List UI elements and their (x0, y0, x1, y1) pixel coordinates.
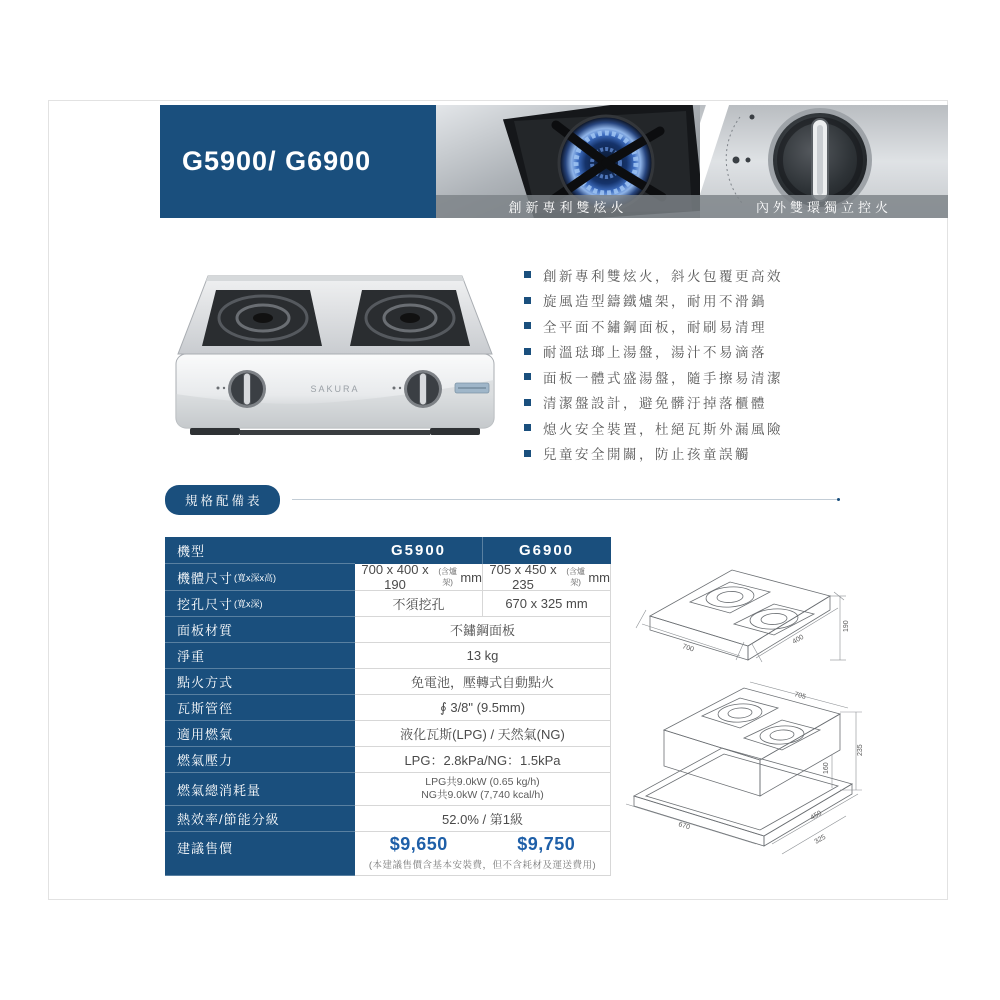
table-row-cutout: 挖孔尺寸 (寬x深) 不須挖孔 670 x 325 mm (165, 591, 611, 617)
dim-height-g5900: 190 (843, 620, 850, 632)
cutout-g5900: 不須挖孔 (355, 591, 482, 617)
table-row-weight: 淨重 13 kg (165, 643, 611, 669)
bullet-square-icon (524, 322, 531, 329)
bullet-square-icon (524, 373, 531, 380)
consumption-lpg: LPG共9.0kW (0.65 kg/h) (425, 776, 540, 788)
product-photo (150, 262, 520, 449)
feature-list (524, 262, 783, 466)
caption-right: 內外雙環獨立控火 (700, 195, 948, 218)
bullet-square-icon (524, 348, 531, 355)
dim-depth-g5900: 400 (791, 633, 806, 646)
section-rule (292, 499, 837, 500)
tech-drawing-g6900 (616, 668, 866, 863)
feature-item: 旋風造型鑄鐵爐架，耐用不滑鍋 (524, 288, 783, 314)
bullet-square-icon (524, 399, 531, 406)
dim-width-g6900: 705 (793, 691, 807, 701)
cutout-g6900: 670 x 325 mm (482, 591, 610, 617)
table-row-gas-type: 適用燃氣 液化瓦斯(LPG) / 天然氣(NG) (165, 721, 611, 747)
table-row-pipe-diameter: 瓦斯管徑 ∮ 3/8" (9.5mm) (165, 695, 611, 721)
header-label: 機型 (165, 537, 355, 564)
control-knob-photo (700, 105, 948, 218)
burner-flame-photo (436, 105, 700, 218)
bullet-square-icon (524, 297, 531, 304)
dim-cutout-depth-g6900: 325 (813, 833, 828, 846)
caption-left: 創新專利雙炫火 (436, 195, 700, 218)
table-row-consumption: 燃氣總消耗量 LPG共9.0kW (0.65 kg/h) NG共9.0kW (7,740 kcal/h) (165, 773, 611, 806)
table-row-gas-pressure: 燃氣壓力 LPG：2.8kPa/NG：1.5kPa (165, 747, 611, 773)
table-row-price: 建議售價 $9,650 $9,750 (本建議售價含基本安裝費，但不含耗材及運送費用) (165, 832, 611, 876)
model-col-g5900: G5900 (355, 537, 482, 564)
bullet-square-icon (524, 450, 531, 457)
spec-table (165, 537, 611, 876)
banner (160, 105, 948, 218)
tech-drawing-g5900 (612, 540, 852, 673)
bullet-square-icon (524, 271, 531, 278)
model-title: G5900/ G6900 (182, 146, 372, 176)
model-col-g6900: G6900 (482, 537, 610, 564)
dim-depth-g6900: 450 (809, 809, 824, 822)
price-g5900: $9,650 (389, 834, 448, 854)
feature-item: 創新專利雙炫火，斜火包覆更高效 (524, 262, 783, 288)
dim-cutout-width-g6900: 670 (677, 821, 691, 832)
dim-underside-g6900: 160 (823, 762, 830, 774)
bullet-square-icon (524, 424, 531, 431)
consumption-ng: NG共9.0kW (7,740 kcal/h) (421, 789, 544, 801)
feature-item: 面板一體式盛湯盤，隨手擦易清潔 (524, 364, 783, 390)
table-row-ignition: 點火方式 免電池，壓轉式自動點火 (165, 669, 611, 695)
feature-item: 兒童安全開關，防止孩童誤觸 (524, 441, 783, 467)
dim-width-g5900: 700 (681, 643, 695, 654)
dim-g6900: 705 x 450 x 235 (含爐架) mm (482, 564, 610, 591)
feature-item: 全平面不鏽鋼面板，耐刷易清理 (524, 313, 783, 339)
table-header-row (165, 537, 611, 564)
stove-image (150, 262, 520, 444)
section-pill-label: 規格配備表 (165, 485, 280, 515)
table-row-efficiency: 熱效率/節能分級 52.0% / 第1級 (165, 806, 611, 832)
model-title-block (160, 105, 436, 218)
feature-item: 耐溫琺瑯上湯盤，湯汁不易滴落 (524, 339, 783, 365)
table-row-panel-material: 面板材質 不鏽鋼面板 (165, 617, 611, 643)
section-rule-dot (837, 498, 840, 501)
feature-item: 熄火安全裝置，杜絕瓦斯外漏風險 (524, 415, 783, 441)
brand-label: SAKURA (310, 384, 360, 394)
price-g6900: $9,750 (517, 834, 576, 854)
table-row-dimensions: 機體尺寸 (寬x深x高) 700 x 400 x 190 (含爐架) mm 705 x 450 x 235 (含爐架) mm (165, 564, 611, 591)
price-note: (本建議售價含基本安裝費，但不含耗材及運送費用) (368, 860, 597, 871)
dim-g5900: 700 x 400 x 190 (含爐架) mm (355, 564, 482, 591)
feature-item: 清潔盤設計，避免髒汙掉落櫃體 (524, 390, 783, 416)
dim-height-g6900: 235 (857, 744, 864, 756)
section-header (165, 486, 840, 513)
